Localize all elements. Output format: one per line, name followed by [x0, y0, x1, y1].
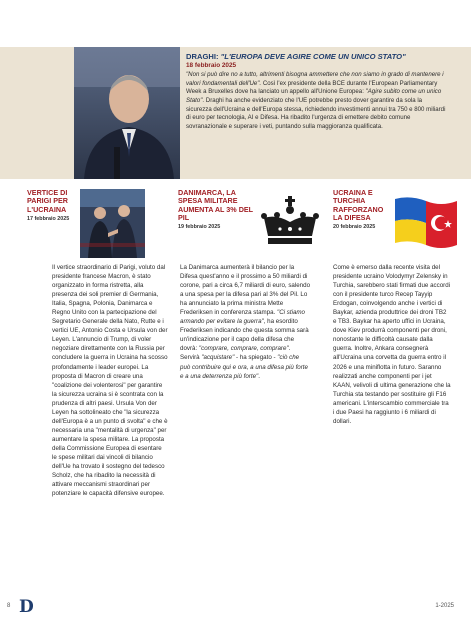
- feature-quote: "Non si può dire no a tutto, altrimenti bisogna ammettere che non siamo in grado di mantenere i valori fondamentali dell'Ue".: [186, 71, 444, 87]
- section-kicker: UCRAINA E TURCHIA RAFFORZANO LA DIFESA: [333, 188, 384, 222]
- feature-title: [186, 52, 446, 61]
- feature-title-quote: "L'EUROPA DEVE AGIRE COME UN UNICO STATO": [220, 52, 406, 61]
- feature-article: [186, 52, 446, 132]
- feature-body-quote: "Agire subito come un unico Stato": [186, 88, 442, 105]
- ukraine-turkey-flags-icon: [395, 193, 457, 257]
- feature-body-part: . Draghi ha anche evidenziato che l'UE potrebbe presto dover garantire da sola la sicurezza dell'Ucraina e dell'Europa stessa, richiedendo investimenti annui tra 750 e 800 miliardi di euro per tecnologia, AI e Difesa. Ha ribadito l'urgenza di emettere debito comune sovranazionale e superare i veti, puntando sulla maggioranza qualificata.: [186, 97, 446, 130]
- draghi-photo: [74, 47, 180, 179]
- article-text: , ha esordito Frederiksen indicando che questa somma sarà un'indicazione per il capo della difesa che dovrà:: [180, 318, 309, 353]
- article-text: La Danimarca aumenterà il bilancio per la Difesa quest'anno e il prossimo a 50 miliardi di corone, pari a circa 6,7 miliardi di euro, salendo a una spesa per la difesa pari al 3% del Pil. Lo ha annunciato la prima ministra Mette Frederiksen in conferenza stampa.: [180, 264, 311, 317]
- section-date: 19 febbraio 2025: [178, 224, 221, 231]
- article-text: . Servirà: [180, 345, 291, 362]
- article-denmark: [180, 263, 310, 381]
- article-quote: "ciò che può contribuire qui e ora, a una difesa più forte e a una deterrenza più forte": [180, 354, 308, 380]
- article-body: [180, 263, 310, 381]
- article-quote: "comprare, comprare, comprare": [198, 345, 289, 353]
- article-paris-summit: [52, 263, 168, 498]
- article-text: .: [258, 372, 260, 380]
- section-kicker: DANIMARCA, LA SPESA MILITARE AUMENTA AL 3% DEL PIL: [178, 188, 253, 222]
- feature-body: [186, 71, 446, 131]
- page-number: 8: [7, 603, 11, 609]
- issue-number: 1-2025: [435, 603, 454, 609]
- article-ukraine-turkey: [333, 263, 451, 426]
- article-quote: "Ci stiamo armando per evitare la guerra": [180, 309, 305, 326]
- article-quote: "acquistare": [201, 354, 235, 362]
- feature-title-prefix: DRAGHI:: [186, 52, 221, 61]
- article-body: Il vertice straordinario di Parigi, voluto dal presidente francese Macron, è stato organizzato in forma ristretta, alla presenza dei soli premier di Germania, Italia, Spagna, Polonia, Danimarca e Regno Unito con la partecipazione del Segretario Generale della Nato, Rutte e i vertici UE, Antonio Costa e Ursula von der Leyen. L'annuncio di Trump, di voler negoziare direttamente con la Russia per concludere la guerra in Ucraina ha scosso profondamente i leader europei. La proposta di Macron di creare una "coalizione dei volenterosi" per garantire la sicurezza ucraina si è scontrata con la prudenza di altri paesi. Ursula Von der Leyen ha sottolineato che "la sicurezza dell'Europa è a un punto di svolta" e che è necessaria una "mentalità di urgenza" per aumentare la spesa militare. La proposta della Commissione Europea di esentare le spese militari dai vincoli di bilancio dell'Ue ha trovato il sostegno del tedesco Scholz, che ha ribadito la necessità di attivare meccanismi straordinari per potenziare le capacità difensive europee.: [52, 264, 168, 498]
- magazine-logo: D: [19, 597, 34, 617]
- article-body: Come è emerso dalla recente visita del presidente ucraino Volodymyr Zelensky in Turchia, sarebbero stati firmati due accordi con il presidente turco Recep Tayyip Erdogan, coinvolgendo anche i vertici di Baykar, azienda produttrice dei droni TB2 e TB3. Baykar ha aperto uffici in Ucraina, dove Kiev produrrà componenti per droni, nonostante le difficoltà causate dalla guerra. Inoltre, Ankara consegnerà all'Ucraina una corvetta da guerra entro il 2026 e una miniflotta in futuro. Saranno realizzati anche componenti per i jet KAAN, velivoli di ultima generazione che la Turchia sta testando per sostituire gli F16 americani. L'interscambio commerciale tra i due Paesi ha raggiunto i 6 miliardi di dollari.: [333, 264, 451, 425]
- danish-crown-icon: [258, 196, 322, 250]
- article-text: - ha spiegato -: [234, 354, 278, 362]
- section-kicker: VERTICE DI PARIGI PER L'UCRAINA: [27, 188, 69, 214]
- paris-summit-photo: [80, 189, 145, 258]
- feature-body-part: Così l'ex presidente della BCE durante l'European Parliamentary Week a Bruxelles dove ha lanciato un appello all'Unione Europea:: [186, 79, 438, 96]
- feature-date: 18 febbraio 2025: [186, 62, 237, 70]
- section-date: 17 febbraio 2025: [27, 215, 70, 222]
- section-date: 20 febbraio 2025: [333, 224, 376, 231]
